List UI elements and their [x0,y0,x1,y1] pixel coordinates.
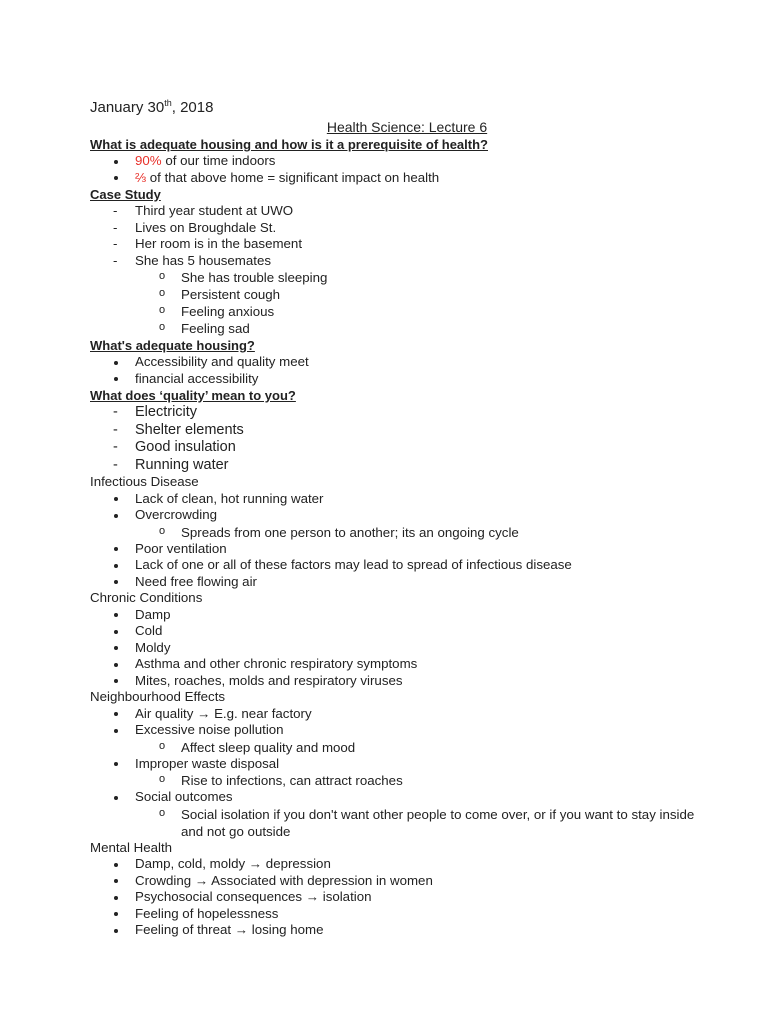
list-item: Poor ventilation [90,541,710,558]
list-item: financial accessibility [90,371,710,388]
list-item: Air quality → E.g. near factory [90,706,710,723]
list-item: Psychosocial consequences → isolation [90,889,710,906]
heading-infectious-disease: Infectious Disease [90,474,199,489]
list-item: o Social isolation if you don't want other people to come over, or if you want to stay inside and not go outside [90,806,710,840]
dash-list [90,203,710,269]
list-item: Lack of one or all of these factors may lead to spread of infectious disease [90,557,710,574]
list-item: o Feeling anxious [90,303,710,320]
bullet-list [90,607,710,690]
heading-whats-adequate-housing: What's adequate housing? [90,338,255,353]
list-item: ⅔ of that above home = significant impact on health [90,170,710,187]
list-item: o Persistent cough [90,286,710,303]
bullet-list [90,856,710,939]
list-item: Damp [90,607,710,624]
list-item: - Shelter elements [90,422,710,440]
bullet-list [90,756,710,773]
list-item: Damp, cold, moldy → depression [90,856,710,873]
heading-quality: What does ‘quality’ mean to you? [90,388,296,403]
lecture-notes [90,93,710,939]
list-item: o Affect sleep quality and mood [90,739,710,756]
list-item: Accessibility and quality meet [90,354,710,371]
heading-mental-health: Mental Health [90,839,173,855]
list-item: Lack of clean, hot running water [90,491,710,508]
list-item: Feeling of hopelessness [90,906,710,923]
list-item: Social outcomes [90,789,710,806]
list-item: Need free flowing air [90,574,710,591]
list-item: - She has 5 housemates [90,253,710,270]
bullet-list [90,541,710,591]
list-item: Mites, roaches, molds and respiratory viruses [90,673,710,690]
list-item: Crowding → Associated with depression in women [90,873,710,890]
sub-list [90,772,710,789]
list-item: o Rise to infections, can attract roaches [90,772,710,789]
heading-chronic-conditions: Chronic Conditions [90,590,203,605]
list-item: - Her room is in the basement [90,236,710,253]
list-item: - Electricity [90,404,710,422]
note-date: January 30th, 2018 [90,98,214,116]
sub-list [90,269,710,337]
bullet-list [90,706,710,739]
sub-list [90,739,710,756]
heading-case-study: Case Study [90,187,161,202]
list-item: Cold [90,623,710,640]
heading-adequate-housing-prerequisite: What is adequate housing and how is it a prerequisite of health? [90,137,488,152]
list-item: 90% of our time indoors [90,153,710,170]
bullet-list [90,491,710,524]
heading-neighbourhood-effects: Neighbourhood Effects [90,689,226,704]
list-item: Improper waste disposal [90,756,710,773]
list-item: Overcrowding [90,507,710,524]
bullet-list [90,354,710,387]
list-item: o She has trouble sleeping [90,269,710,286]
list-item: o Spreads from one person to another; its an ongoing cycle [90,524,710,541]
list-item: Asthma and other chronic respiratory symptoms [90,656,710,673]
list-item: Feeling of threat → losing home [90,922,710,939]
bullet-list [90,789,710,806]
list-item: - Lives on Broughdale St. [90,220,710,237]
sub-list [90,806,710,840]
bullet-list [90,153,710,186]
sub-list [90,524,710,541]
lecture-title: Health Science: Lecture 6 [326,119,488,135]
dash-list [90,404,710,474]
list-item: Excessive noise pollution [90,722,710,739]
list-item: - Third year student at UWO [90,203,710,220]
list-item: Moldy [90,640,710,657]
list-item: - Running water [90,457,710,475]
list-item: - Good insulation [90,439,710,457]
list-item: o Feeling sad [90,320,710,337]
